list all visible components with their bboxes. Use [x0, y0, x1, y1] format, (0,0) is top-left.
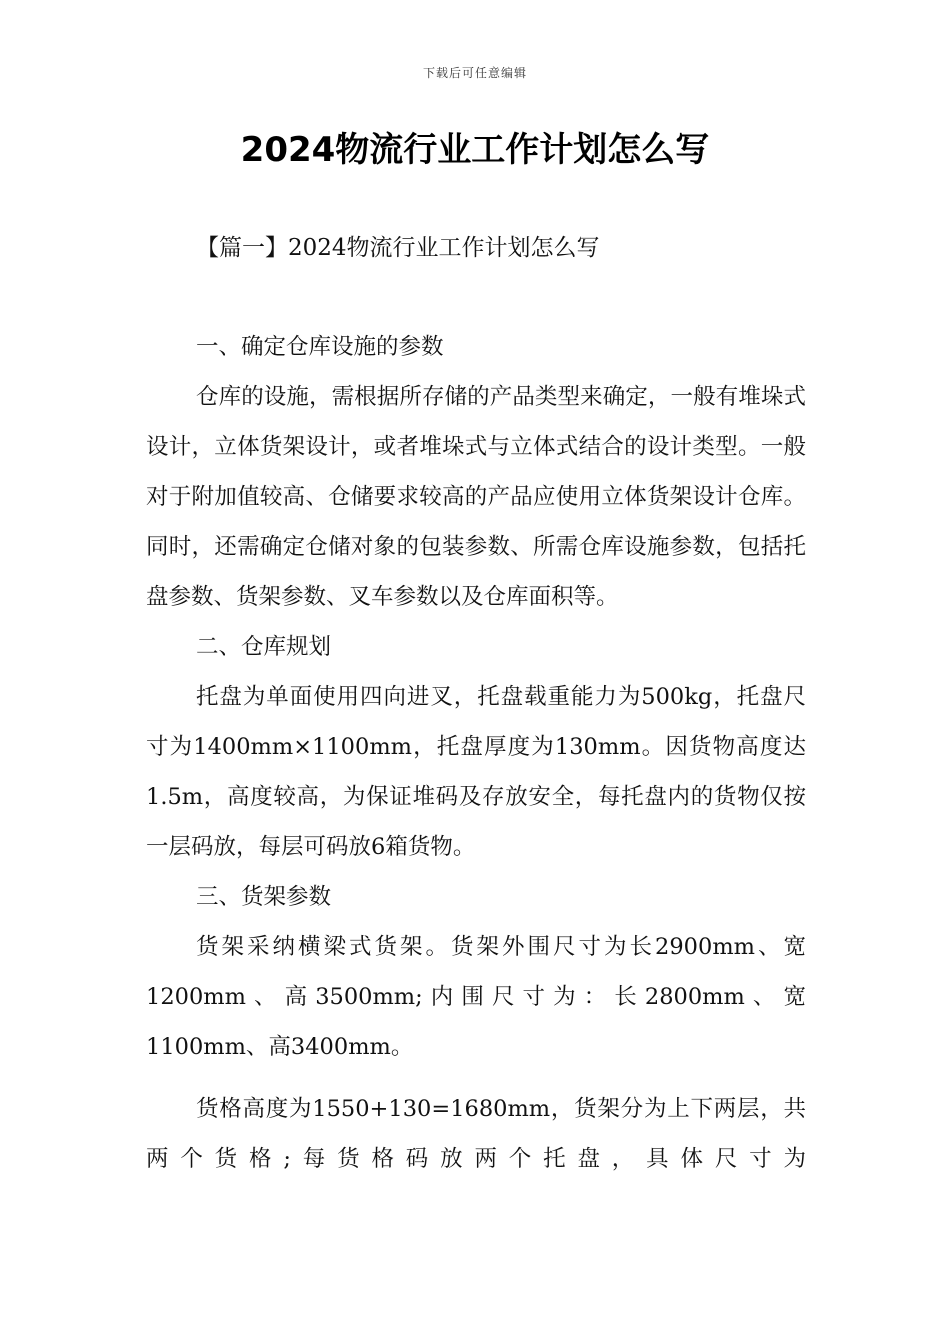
section-heading-1: 一、确定仓库设施的参数 — [196, 334, 444, 360]
paragraph-4: 货格高度为1550+130=1680mm，货架分为上下两层，共两个货格;每货格码放两个托盘，具体尺寸为 — [146, 1096, 806, 1172]
page-header-note: 下载后可任意编辑 — [422, 66, 527, 80]
section-heading-3: 三、货架参数 — [196, 884, 332, 910]
document-title: 2024物流行业工作计划怎么写 — [240, 130, 710, 170]
section-heading-2: 二、仓库规划 — [196, 634, 332, 660]
paragraph-3: 货架采纳横梁式货架。货架外围尺寸为长2900mm、宽1200mm、高3500mm;内围尺寸为：长2800mm、宽1100mm、高3400mm。 — [146, 934, 806, 1060]
article-body — [146, 228, 806, 1184]
paragraph-1: 仓库的设施，需根据所存储的产品类型来确定，一般有堆垛式设计，立体货架设计，或者堆垛式与立体式结合的设计类型。一般对于附加值较高、仓储要求较高的产品应使用立体货架设计仓库。同时，还需确定仓储对象的包装参数、所需仓库设施参数，包括托盘参数、货架参数、叉车参数以及仓库面积等。 — [146, 384, 806, 610]
article-heading: 【篇一】2024物流行业工作计划怎么写 — [196, 235, 600, 261]
paragraph-2: 托盘为单面使用四向进叉，托盘载重能力为500kg，托盘尺寸为1400mm×1100mm，托盘厚度为130mm。因货物高度达1.5m，高度较高，为保证堆码及存放安全，每托盘内的货物仅按一层码放，每层可码放6箱货物。 — [146, 684, 806, 860]
